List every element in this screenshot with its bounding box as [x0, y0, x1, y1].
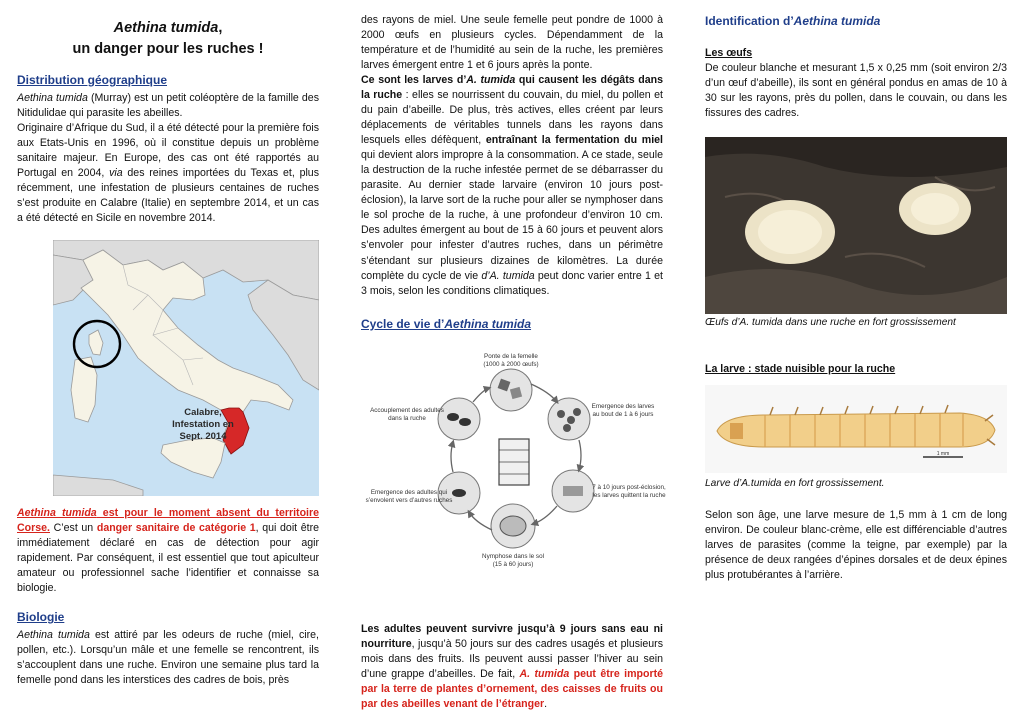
label-emergence-larves: Emergence des larves: [591, 403, 655, 411]
frame-icon: [563, 486, 583, 496]
species-name: A. tumida: [519, 668, 570, 681]
stage-accouplement-circle: [438, 398, 480, 440]
species-name: Aethina tumida: [793, 14, 881, 28]
species-name: Aethina tumida: [17, 91, 88, 104]
heading-distribution: Distribution géographique: [17, 73, 167, 88]
text: , jusqu’à 50 jours sur des cadres usagés et plusieurs mois dans des fruits. Ils peuvent aussi passer l’hiver au sein d’une grappe d’abeilles. De fait,: [361, 638, 663, 681]
biologie-paragraph: [17, 628, 319, 688]
beetle-icon: [459, 418, 471, 426]
bold-text: Les adultes peuvent survivre jusqu’à 9 jours sans eau ni nourriture: [361, 623, 663, 651]
label-emergence-adultes: Emergence des adultes qui: [370, 489, 448, 497]
bold-text: qui causent les dégâts dans la ruche: [361, 74, 663, 102]
life-cycle-diagram: [361, 344, 666, 614]
label-post-eclosion: 7 à 10 jours post-éclosion,: [592, 484, 666, 492]
scale-bar-label: 1 mm: [936, 451, 950, 458]
text: , qui doit être immédiatement déclaré en cas de détection pour agir rapidement. Par conséquent, il est essentiel que tout apiculteur amateur ou professionnel sache l’identifier et connaisse sa biologie.: [17, 522, 320, 595]
oeufs-caption: Œufs d’A. tumida dans une ruche en fort grossissement: [705, 316, 956, 328]
column-right: [705, 14, 1007, 583]
label-accouplement-2: dans la ruche: [388, 415, 426, 423]
title-species: Aethina tumida: [113, 20, 219, 36]
larva-icon: [563, 424, 571, 432]
larve-caption: Larve d’A.tumida en fort grossissement.: [705, 478, 885, 490]
text: : elles se nourrissent du couvain, du miel, du pollen et du pain d’abeille. De plus, très actives, elles créent par leurs déplacements de véritables tunnels dans les rayons dans lesquels elles défèquent,: [361, 89, 663, 147]
larva-body: [717, 413, 995, 447]
cycle-arrow: [473, 388, 489, 402]
adults-paragraph: [361, 622, 663, 712]
map-label-line-3: Sept. 2014: [179, 431, 227, 443]
beetle-icon: [447, 413, 459, 421]
text: Originaire d’Afrique du Sud, il a été détecté pour la première fois aux Etats-Unis en 1996, où il constitue depuis un problème sanitaire majeur. En Europe, des cas ont été rapportés au Portugal en 2004,: [17, 121, 319, 179]
cycle-arrow: [451, 442, 453, 472]
larva-icon: [557, 410, 565, 418]
biologie-continued-paragraph: des rayons de miel. Une seule femelle peut pondre de 1000 à 2000 œufs en plusieurs cycles. Dépendamment de la température et de l’humidité au sein de la ruche, les premières larves émergent entre 1 et 6 jours après la ponte.: [361, 14, 663, 72]
bold-text: entraînant la fermentation du miel: [485, 134, 663, 147]
text: des reines importées du Texas et, plus récemment, une infestation de plusieurs centaines de ruches s’est produite en Calabre (Italie) en septembre 2014, et un cas a été détecté en Sicile en novembre 2014.: [17, 166, 319, 224]
map-label-line-1: Calabre,: [184, 407, 222, 419]
text: C’est un: [49, 522, 97, 535]
species-name: A. tumida: [466, 74, 516, 87]
text-italic: via: [109, 166, 123, 179]
larva-icon: [573, 408, 581, 416]
larva-icon: [567, 416, 575, 424]
alert-paragraph: [17, 506, 319, 596]
label-post-eclosion-2: les larves quittent la ruche: [592, 492, 666, 500]
text: qui devient alors impropre à la consommation. A ce stade, seule la destruction de la ruche infestée permet de se débarrasser du parasite. Au dernier stade larvaire (environ 10 jours post-éclosion), la larve sort de la ruche pour aller se nymphoser dans le sol proche de la ruche, à une profondeur d’environ 10 cm. Des adultes émergent au bout de 15 à 60 jours et peuvent alors s’envoler pour infester d’autres ruches, dans un périmètre s’étendant sur plusieurs dizaines de kilomètres. La durée complète du cycle de vie: [361, 149, 663, 282]
cycle-arrow: [469, 512, 492, 530]
alert-category: danger sanitaire de catégorie 1: [96, 522, 256, 535]
beetle-icon: [452, 489, 466, 497]
heading-biologie: Biologie: [17, 610, 65, 625]
larva-photo-graphic: [705, 385, 1007, 473]
cycle-arrow: [531, 384, 557, 402]
label-emergence-adultes-2: s’envolent vers d’autres ruches: [365, 497, 453, 505]
alert-red-text: est pour le moment absent du territoire Corse.: [17, 507, 320, 535]
cycle-arrow: [533, 506, 557, 524]
corsica: [89, 330, 103, 355]
label-emergence-larves-2: au bout de 1 à 6 jours: [592, 411, 654, 419]
heading-oeufs: Les œufs: [705, 46, 753, 59]
egg-cluster-right-highlight: [911, 193, 959, 225]
heading-larve: La larve : stade nuisible pour la ruche: [705, 363, 896, 376]
heading-cycle: [361, 317, 663, 333]
text: .: [544, 698, 548, 711]
cycle-arrow: [579, 440, 581, 470]
text: Cycle de vie d’: [361, 316, 445, 331]
label-accouplement: Accouplement des adultes: [370, 407, 444, 415]
italy-map: [53, 240, 319, 496]
label-nymphose: Nymphose dans le sol: [482, 553, 544, 561]
alert-species: Aethina tumida: [17, 507, 97, 520]
red-text: peut être importé par la terre de plantes d’ornement, des caisses de fruits ou par des abeilles venant de l’étranger: [361, 668, 663, 711]
italy-map-graphic: [53, 240, 319, 496]
column-middle: [361, 13, 666, 712]
eggs-photo-graphic: [705, 137, 1007, 314]
label-ponte-2: (1000 à 2000 œufs): [483, 361, 539, 369]
larva-photo: [705, 385, 1007, 473]
distribution-paragraph-2: [17, 121, 319, 226]
text: est attiré par les odeurs de ruche (miel, cire, pollen, etc.). Lorsqu’un mâle et une femelle se rencontrent, ils s’accouplent dans une ruche. Environ une semaine plus tard la femelle pond dans les interstices des cadres de bois, près: [17, 628, 319, 686]
column-left: [17, 0, 319, 688]
text: peut donc varier entre 1 et 3 mois, selon les conditions climatiques.: [361, 269, 663, 297]
document-title: [17, 18, 319, 59]
bold-text: Ce sont les larves d’: [361, 74, 467, 87]
egg-cluster-left-highlight: [758, 210, 822, 254]
species-name: Aethina tumida: [17, 628, 90, 641]
text: (Murray) est un petit coléoptère de la famille des Nitidulidae qui parasite les abeilles.: [17, 91, 320, 119]
species-name: Aethina tumida: [444, 316, 532, 331]
larva-head: [730, 423, 743, 439]
title-subtitle: un danger pour les ruches !: [72, 40, 264, 57]
eggs-photo: [705, 137, 1007, 314]
label-nymphose-2: (15 à 60 jours): [492, 561, 534, 569]
larvae-damage-paragraph: [361, 73, 663, 298]
life-cycle-graphic: [361, 344, 666, 614]
text: Identification d’: [705, 14, 794, 28]
oeufs-paragraph: De couleur blanche et mesurant 1,5 x 0,25 mm (soit environ 2/3 d’un œuf d’abeille), ils sont en général pondus en amas de 10 à 30 sur les rayons, près du pollen, dans le couvain, ou dans les fissures des cadres.: [705, 61, 1007, 119]
species-name: d’A. tumida: [481, 269, 535, 282]
africa-land: [53, 475, 143, 496]
sicily: [161, 438, 225, 478]
heading-identification: [705, 14, 1007, 30]
map-label-line-2: Infestation en: [172, 419, 234, 431]
label-ponte: Ponte de la femelle: [484, 353, 538, 361]
pupa-icon: [500, 516, 526, 536]
title-comma: ,: [218, 20, 223, 36]
larve-paragraph: Selon son âge, une larve mesure de 1,5 mm à 1 cm de long environ. De couleur blanc-crème, elle est différenciable d’autres larves de parasites (comme la teigne, par exemple) par la présence de deux rangées d’épines dorsales et de deux épines plus protubérantes à l’arrière.: [705, 508, 1007, 581]
distribution-paragraph-1: [17, 91, 319, 121]
